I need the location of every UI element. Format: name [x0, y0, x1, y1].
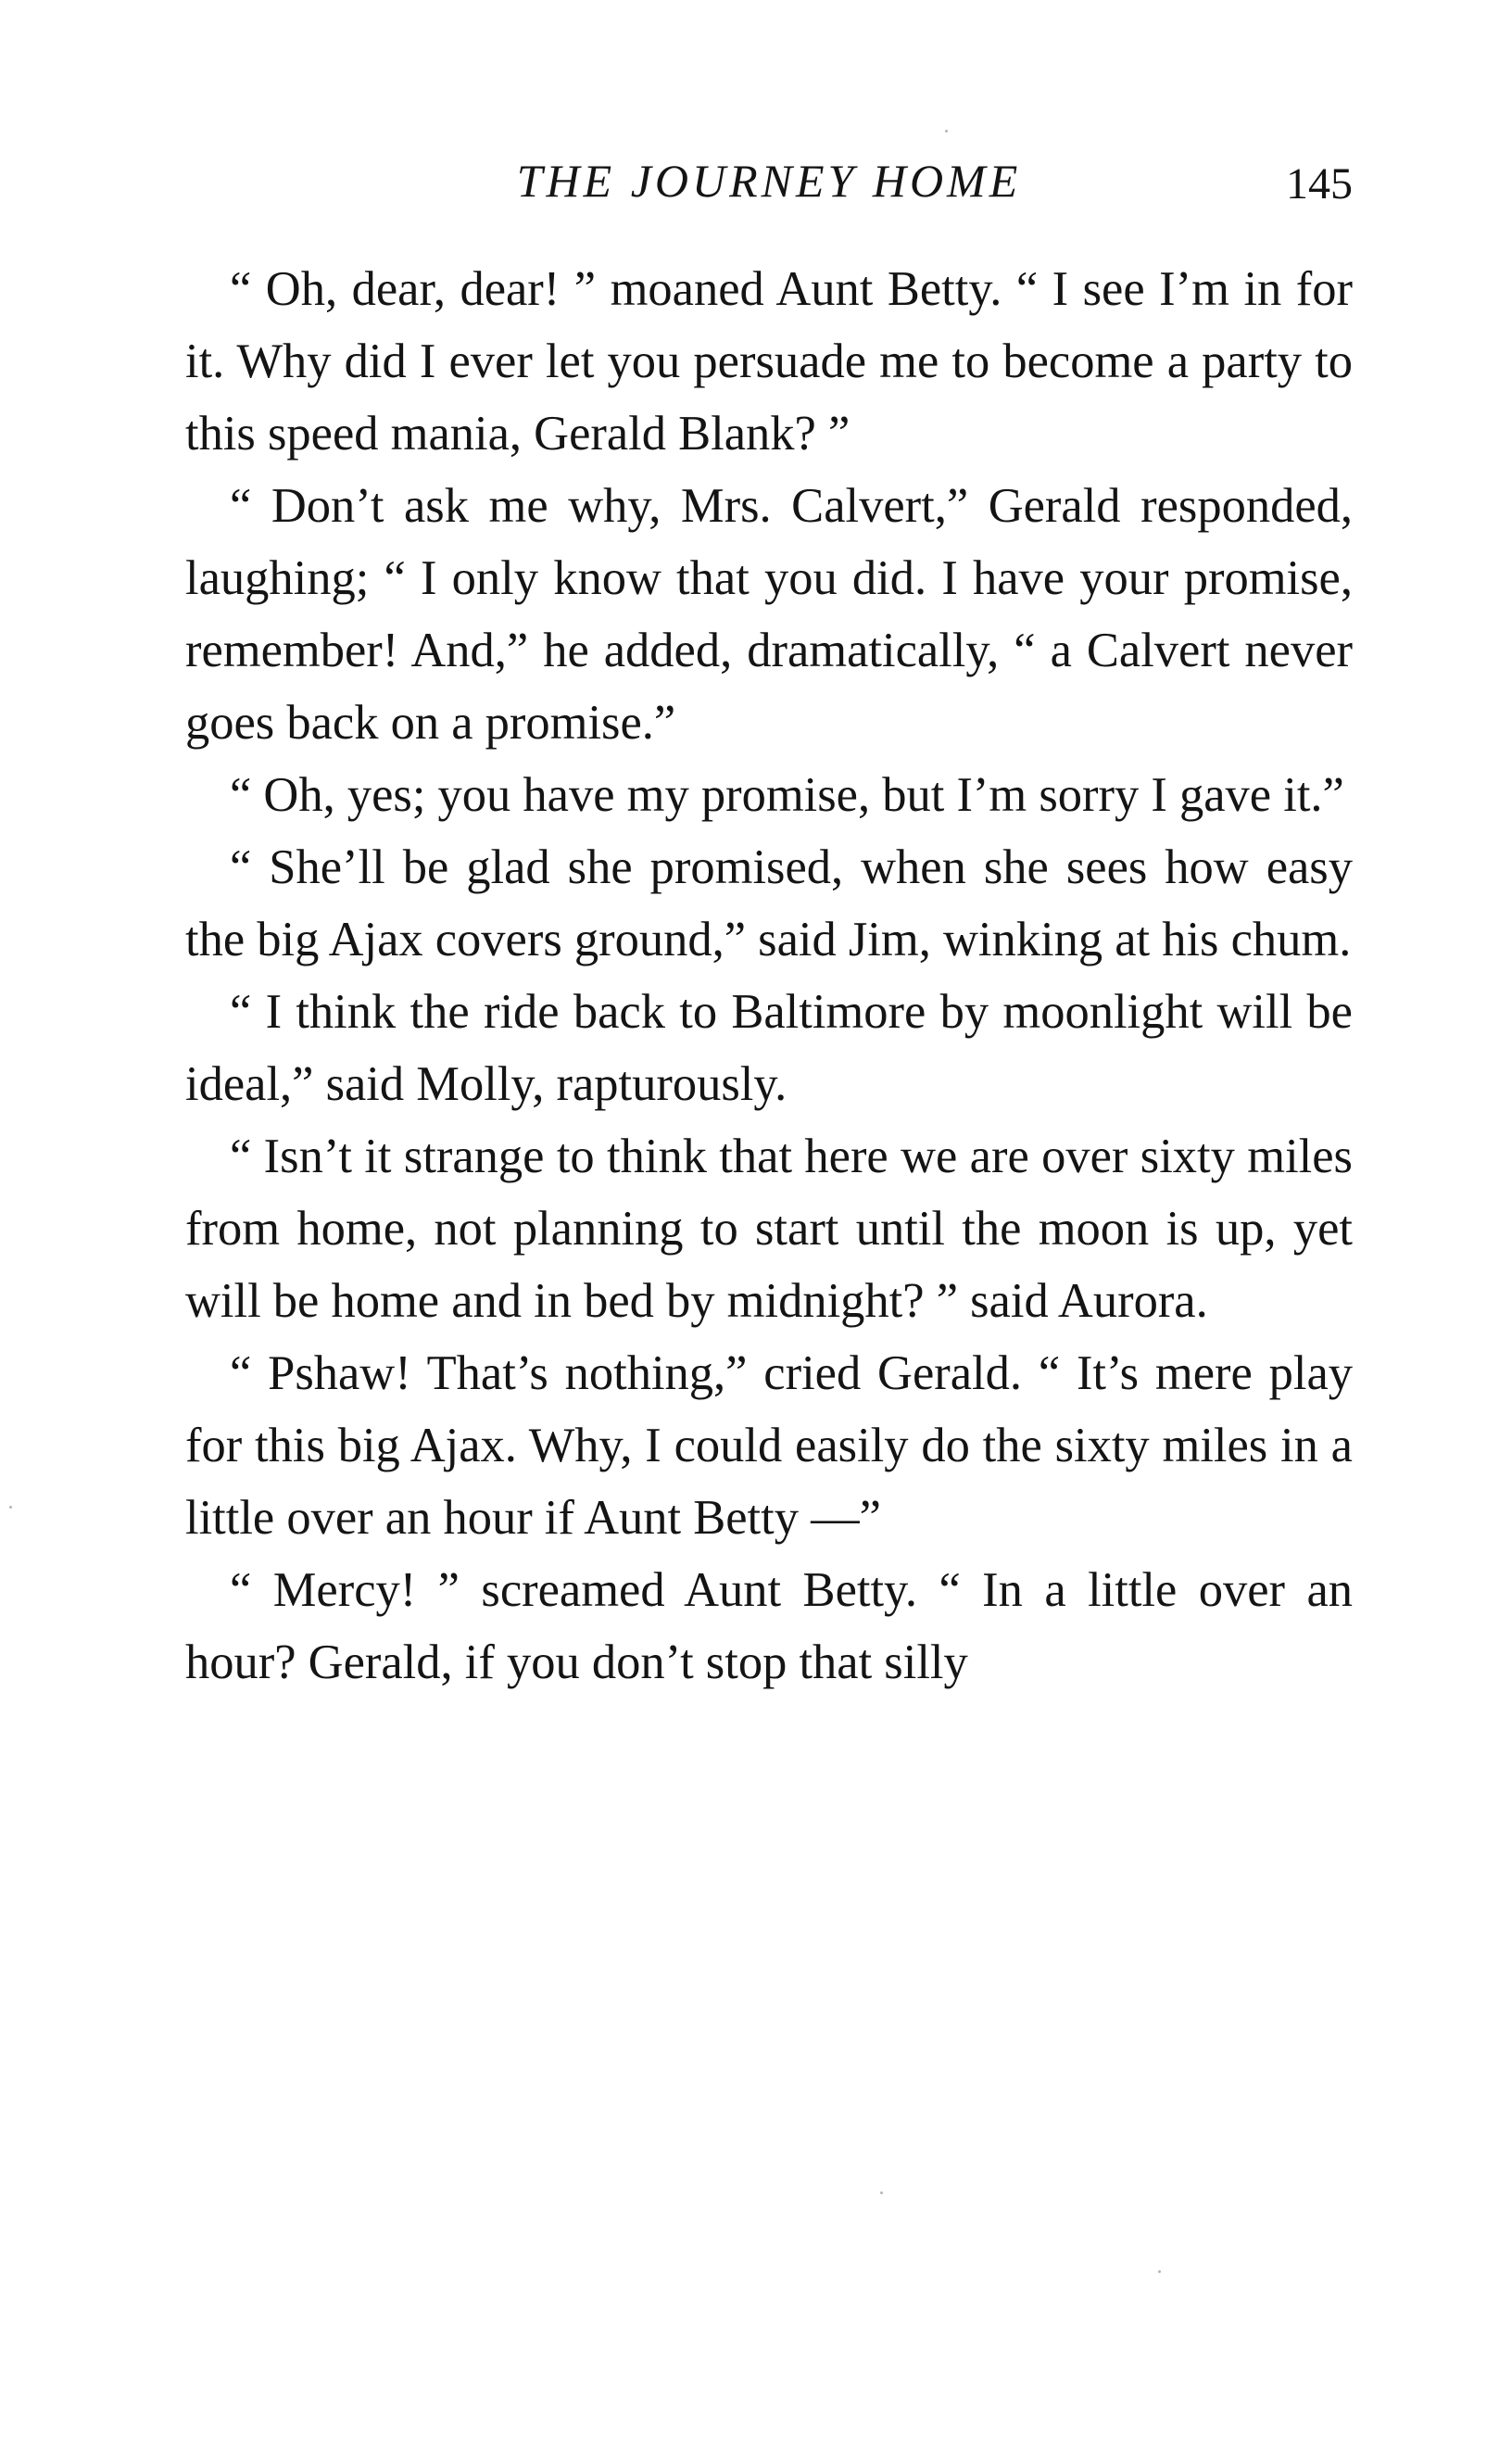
paper-speck [945, 130, 948, 133]
paragraph: “ Mercy! ” screamed Aunt Betty. “ In a little over an hour? Gerald, if you don’t stop that silly [185, 1563, 1353, 1689]
paragraph: “ Oh, yes; you have my promise, but I’m sorry I gave it.” [230, 768, 1344, 822]
paragraph: “ Isn’t it strange to think that here we are over sixty miles from home, not planning to start until the moon is up, yet will be home and in bed by midnight? ” said Aurora. [185, 1130, 1353, 1328]
paragraph: “ I think the ride back to Baltimore by moonlight will be ideal,” said Molly, rapturously. [185, 985, 1353, 1111]
page-number: 145 [1286, 159, 1353, 208]
body-text [185, 253, 1353, 1699]
paragraph: “ Don’t ask me why, Mrs. Calvert,” Gerald responded, laughing; “ I only know that you did. I have your promise, remember! And,” he added, dramatically, “ a Calvert never goes back on a promise.” [185, 479, 1353, 750]
paragraph: “ Oh, dear, dear! ” moaned Aunt Betty. “ I see I’m in for it. Why did I ever let you persuade me to become a party to this speed mania, Gerald Blank? ” [185, 262, 1353, 461]
paragraph: “ Pshaw! That’s nothing,” cried Gerald. “ It’s mere play for this big Ajax. Why, I could easily do the sixty miles in a little over an hour if Aunt Betty —” [185, 1346, 1353, 1545]
paper-speck [9, 1506, 12, 1509]
running-head [185, 144, 1353, 218]
paper-speck [1158, 2270, 1161, 2273]
paper-speck [880, 2191, 883, 2194]
paragraph: “ She’ll be glad she promised, when she sees how easy the big Ajax covers ground,” said Jim, winking at his chum. [185, 840, 1353, 966]
running-head-title: THE JOURNEY HOME [516, 155, 1022, 207]
